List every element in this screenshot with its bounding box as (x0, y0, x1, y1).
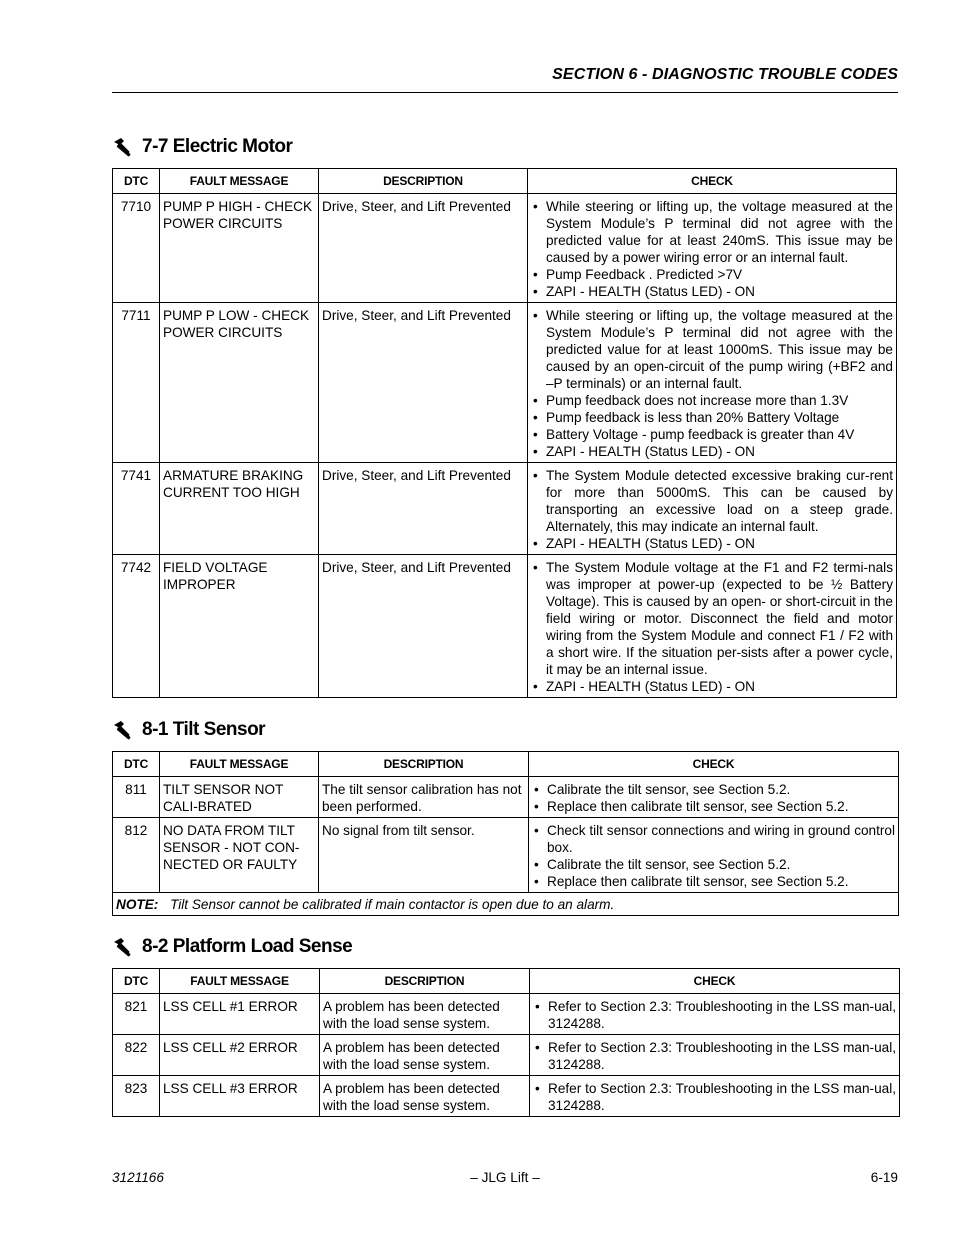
check-item: • ZAPI - HEALTH (Status LED) - ON (546, 678, 893, 695)
section-title: 8-1 Tilt Sensor (142, 719, 266, 740)
check-item: • Refer to Section 2.3: Troubleshooting in the LSS man-ual, 3124288. (548, 1039, 896, 1073)
check-item: • Replace then calibrate tilt sensor, see Section 5.2. (547, 798, 895, 815)
section-title: 7-7 Electric Motor (142, 136, 293, 157)
fault-message: PUMP P HIGH - CHECK POWER CIRCUITS (160, 194, 319, 303)
description: Drive, Steer, and Lift Prevented (319, 463, 528, 555)
dtc-table (112, 968, 900, 1117)
check-cell (528, 303, 897, 463)
table-row (113, 555, 897, 698)
note-cell (113, 893, 899, 916)
fault-message: FIELD VOLTAGE IMPROPER (160, 555, 319, 698)
col-check: CHECK (529, 752, 899, 777)
section-heading (112, 717, 899, 743)
check-item: • Calibrate the tilt sensor, see Section 5.2. (547, 781, 895, 798)
fault-message: TILT SENSOR NOT CALI-BRATED (160, 777, 319, 818)
footer-center: – JLG Lift – (470, 1170, 540, 1185)
check-item: • Pump Feedback . Predicted >7V (546, 266, 893, 283)
section-title: 8-2 Platform Load Sense (142, 936, 353, 957)
check-item: • ZAPI - HEALTH (Status LED) - ON (546, 283, 893, 300)
check-item: • The System Module detected excessive braking cur-rent for more than 5000mS. This can be caused by transporting an excessive load on a steep grade. Alternately, this may indicate an internal fault. (546, 467, 893, 535)
check-cell (529, 777, 899, 818)
page-footer (112, 1170, 898, 1190)
table-row (113, 994, 900, 1035)
table-row (113, 1076, 900, 1117)
header-title: SECTION 6 - DIAGNOSTIC TROUBLE CODES (552, 66, 898, 83)
section-heading (112, 934, 900, 960)
description: A problem has been detected with the load sense system. (320, 994, 530, 1035)
col-desc: DESCRIPTION (320, 969, 530, 994)
note-text: Tilt Sensor cannot be calibrated if main contactor is open due to an alarm. (170, 897, 615, 912)
section-heading (112, 134, 897, 160)
col-dtc: DTC (113, 169, 160, 194)
fault-message: NO DATA FROM TILT SENSOR - NOT CON-NECTED OR FAULTY (160, 818, 319, 893)
description: A problem has been detected with the load sense system. (320, 1076, 530, 1117)
col-fault: FAULT MESSAGE (160, 969, 320, 994)
table-row (113, 818, 899, 893)
table-header-row (113, 169, 897, 194)
wrench-hammer-icon (112, 719, 136, 741)
col-desc: DESCRIPTION (319, 169, 528, 194)
dtc-code: 7711 (113, 303, 160, 463)
dtc-code: 822 (113, 1035, 160, 1076)
fault-message: PUMP P LOW - CHECK POWER CIRCUITS (160, 303, 319, 463)
dtc-code: 823 (113, 1076, 160, 1117)
doc-number: 3121166 (112, 1170, 164, 1185)
section-platform-load-sense (112, 934, 900, 1117)
section-tilt-sensor (112, 717, 899, 916)
wrench-hammer-icon (112, 936, 136, 958)
wrench-hammer-icon (112, 136, 136, 158)
table-row (113, 194, 897, 303)
description: Drive, Steer, and Lift Prevented (319, 303, 528, 463)
description: Drive, Steer, and Lift Prevented (319, 555, 528, 698)
check-item: • The System Module voltage at the F1 and F2 termi-nals was improper at power-up (expected to be ½ Battery Voltage). This is caused by an open- or short-circuit in the field wiring or motor. Disconnect the field and motor wiring from the System Module and connect F1 / F2 with a short wire. If the situation per-sists after a power cycle, it may be an internal issue. (546, 559, 893, 678)
check-item: • Refer to Section 2.3: Troubleshooting in the LSS man-ual, 3124288. (548, 998, 896, 1032)
col-fault: FAULT MESSAGE (160, 169, 319, 194)
fault-message: ARMATURE BRAKING CURRENT TOO HIGH (160, 463, 319, 555)
table-row (113, 463, 897, 555)
note-row (113, 893, 899, 916)
page-header (112, 62, 898, 93)
check-item: • Check tilt sensor connections and wiring in ground control box. (547, 822, 895, 856)
dtc-code: 7710 (113, 194, 160, 303)
check-cell (528, 463, 897, 555)
col-dtc: DTC (113, 752, 160, 777)
note-label: NOTE: (116, 897, 159, 912)
col-check: CHECK (530, 969, 900, 994)
fault-message: LSS CELL #1 ERROR (160, 994, 320, 1035)
description: The tilt sensor calibration has not been performed. (319, 777, 529, 818)
fault-message: LSS CELL #3 ERROR (160, 1076, 320, 1117)
check-item: • Battery Voltage - pump feedback is greater than 4V (546, 426, 893, 443)
col-desc: DESCRIPTION (319, 752, 529, 777)
dtc-table (112, 168, 897, 698)
col-check: CHECK (528, 169, 897, 194)
table-row (113, 1035, 900, 1076)
check-item: • Calibrate the tilt sensor, see Section 5.2. (547, 856, 895, 873)
dtc-code: 821 (113, 994, 160, 1035)
dtc-code: 7742 (113, 555, 160, 698)
check-item: • Refer to Section 2.3: Troubleshooting in the LSS man-ual, 3124288. (548, 1080, 896, 1114)
dtc-code: 812 (113, 818, 160, 893)
dtc-table (112, 751, 899, 916)
table-row (113, 777, 899, 818)
check-item: • ZAPI - HEALTH (Status LED) - ON (546, 443, 893, 460)
description: A problem has been detected with the load sense system. (320, 1035, 530, 1076)
section-electric-motor (112, 134, 897, 698)
page-number: 6-19 (870, 1170, 898, 1185)
check-item: • Replace then calibrate tilt sensor, see Section 5.2. (547, 873, 895, 890)
table-header-row (113, 752, 899, 777)
check-cell (529, 818, 899, 893)
description: No signal from tilt sensor. (319, 818, 529, 893)
table-row (113, 303, 897, 463)
check-item: • Pump feedback does not increase more than 1.3V (546, 392, 893, 409)
check-cell (530, 1076, 900, 1117)
col-fault: FAULT MESSAGE (160, 752, 319, 777)
check-cell (528, 555, 897, 698)
fault-message: LSS CELL #2 ERROR (160, 1035, 320, 1076)
check-item: • ZAPI - HEALTH (Status LED) - ON (546, 535, 893, 552)
check-item: • While steering or lifting up, the voltage measured at the System Module’s P terminal did not agree with the predicted value for at least 1000mS. This issue may be caused by an open-circuit of the pump wiring (+BF2 and –P terminals) or an internal fault. (546, 307, 893, 392)
check-cell (528, 194, 897, 303)
table-header-row (113, 969, 900, 994)
check-item: • Pump feedback is less than 20% Battery Voltage (546, 409, 893, 426)
check-cell (530, 994, 900, 1035)
dtc-code: 7741 (113, 463, 160, 555)
check-cell (530, 1035, 900, 1076)
col-dtc: DTC (113, 969, 160, 994)
description: Drive, Steer, and Lift Prevented (319, 194, 528, 303)
check-item: • While steering or lifting up, the voltage measured at the System Module’s P terminal did not agree with the predicted value for at least 240mS. This issue may be caused by a power wiring error or an internal fault. (546, 198, 893, 266)
dtc-code: 811 (113, 777, 160, 818)
